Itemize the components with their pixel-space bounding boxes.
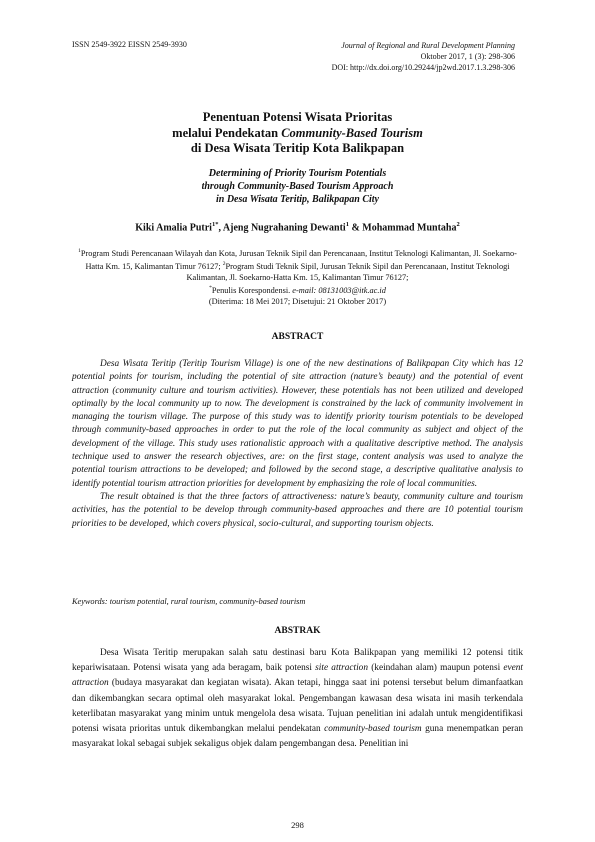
title-line-2 [72,126,523,142]
author-2: Ajeng Nugrahaning Dewanti [222,222,346,234]
affiliation-2: Program Studi Teknik Sipil, Jurusan Teknik Sipil dan Perencanaan, Institut Teknologi Kalimantan, Jl. Soekarno-Hatta Km. 15, Kalimantan Timur 76127; [186,261,510,283]
abstrak-text-4: guna menempatkan peran masyarakat lokal sebagai subjek sekaligus objek dalam pengembangan desa. Penelitian ini [72,724,523,750]
correspondence-line [78,283,517,296]
correspondence-sup: * [209,285,212,292]
affiliation-text [78,246,517,283]
journal-name: Journal of Regional and Rural Development Planning [341,41,515,50]
correspondence-email: e-mail: 08131003@itk.ac.id [292,286,386,296]
author-separator-2: & [348,222,363,234]
title-line-2-text: melalui Pendekatan [172,125,282,140]
english-title-line-2: through Community-Based Tourism Approach [201,181,394,192]
affiliation-2-sup: 2 [222,261,226,268]
journal-issue: Oktober 2017, 1 (3): 298-306 [420,52,515,61]
english-title-line-1: Determining of Priority Tourism Potentials [208,168,387,179]
author-list [72,221,523,233]
journal-header [332,40,515,73]
page-number: 298 [291,820,304,830]
title-line-3: di Desa Wisata Teritip Kota Balikpapan [190,141,405,155]
abstract-paragraph-1: Desa Wisata Teritip (Teritip Tourism Village) is one of the new destinations of Balikpapan City which has 12 potential points for tourism, including the potential of site attraction (nature’s beauty) and the potential of event attraction (community culture and tourism activities). However, these potentials has not been utilized and developed optimally by the local community up to now. The development is constrained by the lack of community involvement in managing the tourism village. The purpose of this study was to identify priority tourism potentials to be developed through community-based approaches in order to put the role of the local community as subject and object of the development of the village. This study uses rationalistic approach with a qualitative descriptive method. The analysis technique used to answer the research objectives, are: on the first stage, content analysis was used to analyze the potential tourism attractions to be developed; and followed by the second stage, a descriptive qualitative analysis to identify potential tourism attraction priorities for development by emphasizing the role of local communities. [72,359,523,489]
abstrak-emphasis-2: event attraction [72,663,523,689]
abstract-heading: ABSTRACT [271,332,324,342]
abstract-paragraph-2: The result obtained is that the three factors of attractiveness: nature’s beauty, community culture and tourism activities, has the potential to be develop through community-based approaches and there are 10 potential tourism priorities to be developed, which covers physical, socio-cultural, and supporting tourism objects. [72,491,523,529]
abstrak-paragraph [72,646,523,752]
affiliation-1: Program Studi Perencanaan Wilayah dan Kota, Jurusan Teknik Sipil dan Perencanaan, Institut Teknologi Kalimantan, Jl. Soekarno-Hatta Km. 15, Kalimantan Timur 76127; [80,248,517,271]
author-3: Mohammad Muntaha [362,222,457,234]
english-title-line-3: in Desa Wisata Teritip, Balikpapan City [216,194,379,205]
received-accepted-dates: (Diterima: 18 Mei 2017; Disetujui: 21 Oktober 2017) [208,297,387,307]
title-line-1: Penentuan Potensi Wisata Prioritas [202,110,393,124]
abstrak-text-2: (keindahan alam) maupun potensi [367,663,504,674]
abstrak-emphasis-1: site attraction [315,663,368,674]
affiliations [78,246,517,308]
author-separator-1: , [218,222,223,234]
abstrak-text-1: Desa Wisata Teritip merupakan salah satu destinasi baru Kota Balikpapan yang memiliki 12 potensi titik kepariwisataan. Potensi wisata yang ada beragam, baik potensi [72,648,523,674]
author-1-sup: 1* [211,221,219,228]
affiliation-1-sup: 1 [78,248,81,254]
abstract-english [72,358,523,531]
paper-title [72,110,523,157]
english-title [72,167,523,206]
doi-line: DOI: http://dx.doi.org/10.29244/jp2wd.2017.1.3.298-306 [331,63,515,72]
abstrak-indonesian [72,646,523,752]
correspondence-label: Penulis Korespondensi. [211,286,293,296]
keywords: Keywords: tourism potential, rural tourism, community-based tourism [72,597,306,606]
title-line-2-emphasis: Community-Based Tourism [281,125,423,140]
abstrak-text-3: (budaya masyarakat dan kegiatan wisata). Akan tetapi, hingga saat ini potensi tersebut belum dimanfaatkan dan dikembangkan secara optimal oleh masyarakat lokal. Pengembangan kawasan desa wisata ini masih terkendala keterlibatan masyarakat yang minim untuk mengelola desa wisata. Tujuan penelitian ini adalah untuk mengidentifikasi potensi wisata prioritas untuk dikembangkan melalui pendekatan [72,678,523,735]
abstrak-emphasis-3: community-based tourism [324,724,422,735]
author-3-sup: 2 [456,221,460,228]
issn-line: ISSN 2549-3922 EISSN 2549-3930 [72,40,187,49]
author-1: Kiki Amalia Putri [135,222,212,234]
author-2-sup: 1 [345,221,349,228]
abstrak-heading: ABSTRAK [274,626,321,636]
